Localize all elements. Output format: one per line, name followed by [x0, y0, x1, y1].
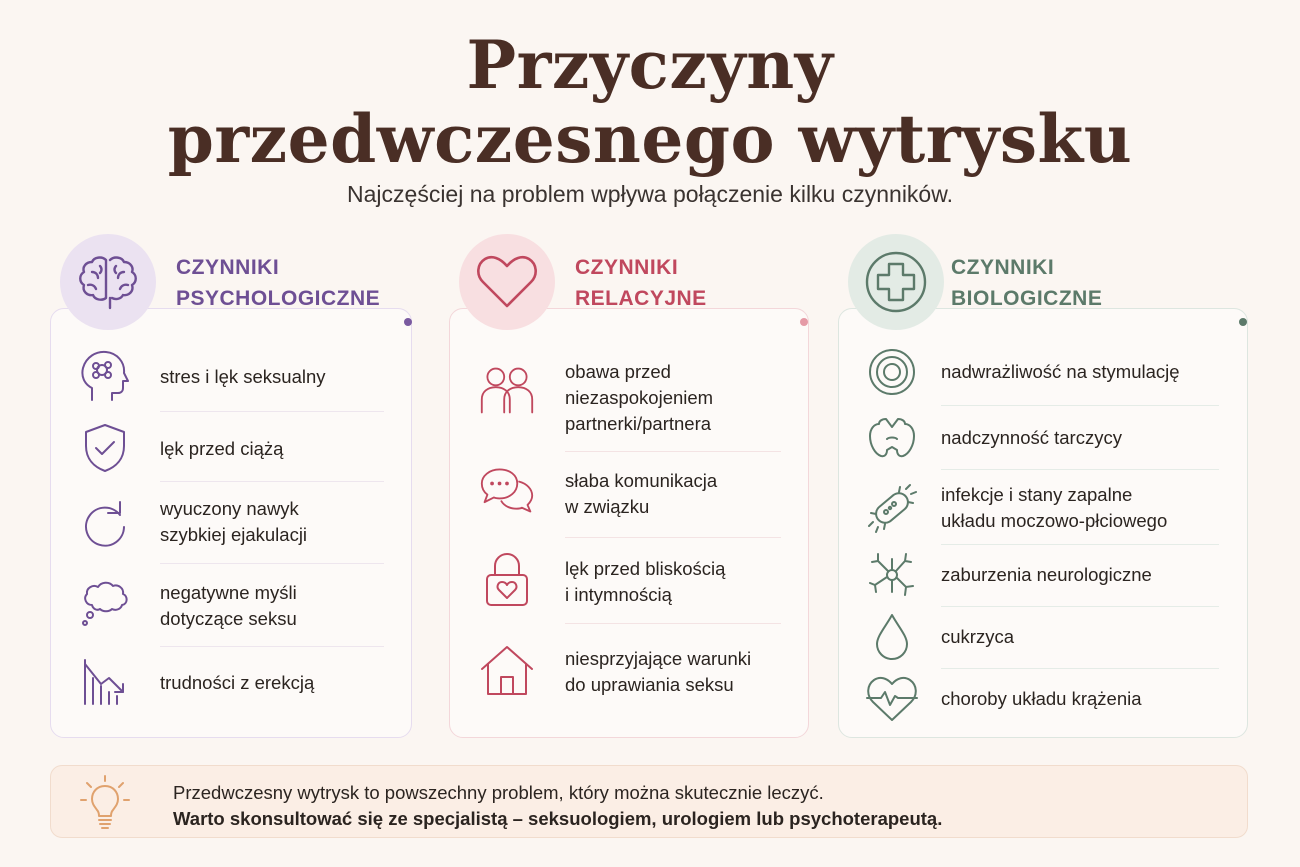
list-item: infekcje i stany zapalne układu moczowo-płciowego [941, 484, 1168, 531]
info-line-2: Warto skonsultować się ze specjalistą – seksuologiem, urologiem lub psychoterapeutą. [173, 808, 943, 829]
brain-icon [60, 234, 156, 330]
list-item: nadwrażliwość na stymulację [941, 361, 1180, 382]
thought-cloud-icon [77, 574, 133, 630]
divider [160, 481, 384, 482]
list-item: trudności z erekcją [160, 672, 315, 693]
info-text [173, 780, 942, 832]
lightbulb-icon [77, 774, 133, 830]
divider [160, 411, 384, 412]
info-line-1: Przedwczesny wytrysk to powszechny problem, który można skutecznie leczyć. [173, 782, 824, 803]
info-banner [50, 765, 1248, 838]
relational-title: CZYNNIKI RELACYJNE [575, 256, 707, 310]
divider [565, 451, 781, 452]
divider [941, 668, 1219, 669]
list-item: negatywne myśli dotyczące seksu [160, 582, 297, 629]
heart-pulse-icon [864, 671, 920, 727]
shield-check-icon [77, 420, 133, 476]
list-item: stres i lęk seksualny [160, 366, 326, 387]
list-item: obawa przed niezaspokojeniem partnerki/partnera [565, 361, 714, 434]
heart-icon [459, 234, 555, 330]
couple-icon [479, 362, 535, 418]
list-item: lęk przed ciążą [160, 438, 284, 459]
panel-dot [800, 318, 808, 326]
page-title [0, 28, 1300, 176]
target-icon [864, 344, 920, 400]
list-item: niesprzyjające warunki do uprawiania seksu [565, 648, 752, 695]
page-subtitle: Najczęściej na problem wpływa połączenie kilku czynników. [347, 181, 953, 207]
list-item: wyuczony nawyk szybkiej ejakulacji [160, 498, 308, 545]
refresh-arrow-icon [77, 496, 133, 552]
divider [941, 405, 1219, 406]
title-line-1: Przyczyny [466, 26, 834, 104]
divider [160, 646, 384, 647]
divider [565, 537, 781, 538]
medical-cross-icon [848, 234, 944, 330]
list-item: choroby układu krążenia [941, 688, 1142, 709]
bacteria-icon [864, 480, 920, 536]
panel-dot [1239, 318, 1247, 326]
list-item: lęk przed bliskością i intymnością [565, 558, 726, 605]
divider [941, 606, 1219, 607]
divider [565, 623, 781, 624]
divider [941, 544, 1219, 545]
list-item: słaba komunikacja w związku [565, 470, 718, 517]
drop-icon [864, 609, 920, 665]
heart-lock-icon [479, 552, 535, 608]
house-icon [479, 642, 535, 698]
list-item: zaburzenia neurologiczne [941, 564, 1152, 585]
head-mind-icon [77, 348, 133, 404]
chat-bubbles-icon [479, 462, 535, 518]
psychological-title: CZYNNIKI PSYCHOLOGICZNE [176, 256, 381, 310]
list-item: cukrzyca [941, 626, 1014, 647]
divider [160, 563, 384, 564]
neuron-icon [864, 547, 920, 603]
divider [941, 469, 1219, 470]
thyroid-icon [864, 410, 920, 466]
title-line-2: przedwczesnego wytrysku [167, 100, 1133, 178]
biological-title: CZYNNIKI BIOLOGICZNE [951, 256, 1103, 310]
panel-dot [404, 318, 412, 326]
list-item: nadczynność tarczycy [941, 427, 1122, 448]
declining-chart-icon [77, 654, 133, 710]
